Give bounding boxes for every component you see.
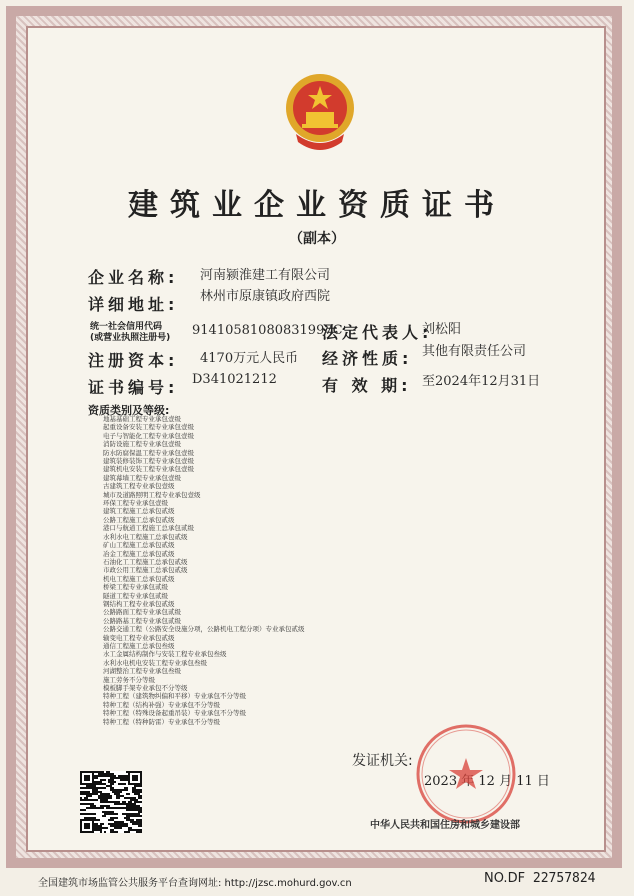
qualification-item: 钢结构工程专业承包贰级 xyxy=(103,599,175,608)
capital-value: 4170万元人民币 xyxy=(200,351,299,366)
qualification-item: 建筑装修装饰工程专业承包壹级 xyxy=(103,457,194,466)
qualification-item: 城市及道路照明工程专业承包壹级 xyxy=(103,490,201,499)
qualification-item: 水工金属结构制作与安装工程专业承包叁级 xyxy=(103,650,227,659)
qualification-item: 石油化工工程施工总承包贰级 xyxy=(103,557,188,566)
qualification-item: 特种工程（特种防雷）专业承包不分等级 xyxy=(103,717,220,726)
qualification-item: 水利水电工程施工总承包贰级 xyxy=(103,532,188,541)
qualification-item: 输变电工程专业承包贰级 xyxy=(103,633,175,642)
qualification-item: 水利水电机电安装工程专业承包叁级 xyxy=(103,658,207,667)
query-url: 全国建筑市场监管公共服务平台查询网址: http://jzsc.mohurd.gov.cn xyxy=(38,878,352,889)
qualifications-title: 资质类别及等级: xyxy=(88,404,170,417)
qualification-item: 古建筑工程专业承包壹级 xyxy=(103,482,175,491)
qualification-item: 公路工程施工总承包贰级 xyxy=(103,515,175,524)
qualification-item: 模板脚手架专业承包不分等级 xyxy=(103,684,188,692)
credit-code-label: 统一社会信用代码 (或营业执照注册号) xyxy=(90,322,171,343)
qualification-item: 河湖整治工程专业承包叁级 xyxy=(103,667,181,676)
serial-number: NO.DF 22757824 xyxy=(484,871,596,886)
issue-date: 2023 12 月 11 日 xyxy=(424,774,550,789)
qualification-item: 消防设施工程专业承包壹级 xyxy=(103,440,181,449)
certificate-title: 建筑业企业资质证书 xyxy=(128,188,506,223)
qualification-item: 特种工程（结构补强）专业承包不分等级 xyxy=(103,700,220,709)
qualification-item: 特种工程（建筑物纠偏和平移）专业承包不分等级 xyxy=(103,692,246,701)
qualification-item: 电子与智能化工程专业承包壹级 xyxy=(103,431,194,440)
ministry-name: 中华人民共和国住房和城乡建设部 xyxy=(370,820,520,831)
qualification-item: 市政公用工程施工总承包贰级 xyxy=(103,566,188,575)
qualification-item: 建筑幕墙工程专业承包壹级 xyxy=(103,473,181,482)
qualification-item: 隧道工程专业承包贰级 xyxy=(103,591,168,600)
issue-year: 2023 xyxy=(424,774,458,789)
qualification-item: 特种工程（特殊设备起重吊装）专业承包不分等级 xyxy=(103,709,246,718)
qualification-item: 防水防腐保温工程专业承包壹级 xyxy=(103,448,194,457)
qualification-item: 机电工程施工总承包贰级 xyxy=(103,574,175,583)
national-emblem-icon xyxy=(282,68,358,156)
qualification-item: 公路路面工程专业承包贰级 xyxy=(103,608,181,617)
company-name-value: 河南颍淮建工有限公司 xyxy=(200,268,331,283)
company-name-label: 企业名称: xyxy=(88,268,179,287)
legal-rep-label: 法定代表人: xyxy=(322,323,433,342)
qualification-item: 建筑机电安装工程专业承包壹级 xyxy=(103,465,194,474)
qualification-item: 起重设备安装工程专业承包壹级 xyxy=(103,423,194,432)
qualifications-list xyxy=(103,415,305,726)
issue-month: 12 xyxy=(478,774,495,789)
economic-nature-value: 其他有限责任公司 xyxy=(422,344,527,359)
qualification-item: 通信工程施工总承包叁级 xyxy=(103,641,175,650)
legal-rep-value: 刘松阳 xyxy=(422,322,462,337)
qualification-item: 施工劳务不分等级 xyxy=(103,675,155,684)
capital-label: 注册资本: xyxy=(88,351,179,370)
address-label: 详细地址: xyxy=(88,295,179,314)
economic-nature-label: 经济性质: xyxy=(322,349,413,368)
official-seal-icon xyxy=(414,722,518,826)
address-value: 林州市原康镇政府西院 xyxy=(200,289,331,304)
cert-no-value: D341021212 xyxy=(192,372,277,387)
qualification-item: 桥梁工程专业承包贰级 xyxy=(103,583,168,592)
credit-code-value: 91410581080831997C xyxy=(192,323,343,338)
certificate-subtitle: （副本） xyxy=(289,231,345,247)
qr-code-icon xyxy=(80,771,142,833)
qualification-item: 环保工程专业承包壹级 xyxy=(103,499,168,508)
qualification-item: 冶金工程施工总承包贰级 xyxy=(103,549,175,558)
qualification-item: 公路交通工程（公路安全设施分项，公路机电工程分项）专业承包贰级 xyxy=(103,625,305,634)
issue-day: 11 xyxy=(516,774,533,789)
qualification-item: 公路路基工程专业承包贰级 xyxy=(103,616,181,625)
qualification-item: 港口与航道工程施工总承包贰级 xyxy=(103,524,194,533)
issuer-label: 发证机关: xyxy=(352,753,413,769)
qualification-item: 矿山工程施工总承包贰级 xyxy=(103,541,175,550)
validity-label: 有 效 期: xyxy=(322,376,412,395)
cert-no-label: 证书编号: xyxy=(88,378,179,397)
qualification-item: 建筑工程施工总承包贰级 xyxy=(103,507,175,516)
validity-value: 至2024年12月31日 xyxy=(422,374,541,389)
qualification-item: 地基基础工程专业承包壹级 xyxy=(103,415,181,423)
